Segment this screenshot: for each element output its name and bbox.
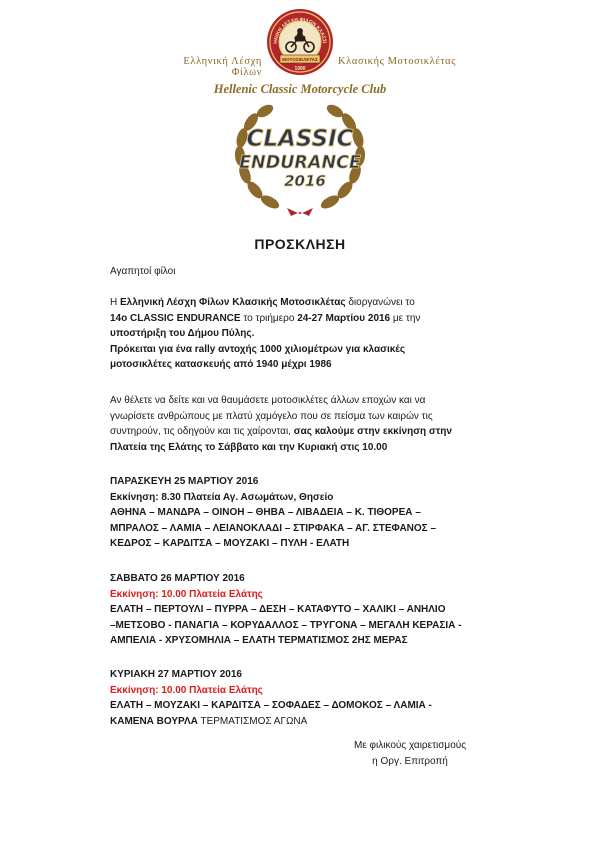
club-name-en: Hellenic Classic Motorcycle Club [213,82,387,96]
route-line: ΕΛΑΤΗ – ΜΟΥΖΑΚΙ – ΚΑΡΔΙΤΣΑ – ΣΟΦΑΔΕΣ – ΔΟΜΟΚΟΣ – ΛΑΜΙΑ - [110,700,432,711]
route-line: ΑΘΗΝΑ – ΜΑΝΔΡΑ – ΟΙΝΟΗ – ΘΗΒΑ – ΛΙΒΑΔΕΙΑ – Κ. ΤΙΘΟΡΕΑ – [110,507,421,518]
seal-ring-text: ΗΝΙΚΗ ΛΕΣΧΗ ΦΙΛΩΝ ΚΛΑΣΣΙ [272,16,328,45]
route-line: ΚΑΜΕΝΑ ΒΟΥΡΛΑ ΤΕΡΜΑΤΙΣΜΟΣ ΑΓΩΝΑ [110,715,308,727]
logo-line-endurance: ENDURANCE [239,153,361,173]
page-title: ΠΡΟΣΚΛΗΣΗ [254,236,346,252]
day-block-sunday [110,667,510,729]
route-line: –ΜΕΤΣΟΒΟ - ΠΑΝΑΓΙΑ – ΚΟΡΥΔΑΛΛΟΣ – ΤΡΥΓΟΝΑ – ΜΕΓΑΛΗ ΚΕΡΑΣΙΑ - [110,619,462,631]
day-start: Εκκίνηση: 8.30 Πλατεία Αγ. Ασωμάτων, Θησείο [110,491,334,503]
day-start: Εκκίνηση: 10.00 Πλατεία Ελάτης [110,684,263,696]
club-seal-logo [265,8,335,80]
intro-paragraph: Η Ελληνική Λέσχη Φίλων Κλασικής Μοτοσικλέτας διοργανώνει το 14ο CLASSIC ENDURANCE το τριήμερο 24-27 Μαρτίου 2016 με την υποστήριξη του Δήμου Πύλης. Πρόκειται για ένα rally αντοχής 1000 χιλιομέτρων για κλασικές μοτοσικλέτες κατασκευής από 1940 μέχρι 1986 [110,297,421,370]
route-line: ΕΛΑΤΗ – ΠΕΡΤΟΥΛΙ – ΠΥΡΡΑ – ΔΕΣΗ – ΚΑΤΑΦΥΤΟ – ΧΑΛΙΚΙ – ΑΝΗΛΙΟ [110,604,446,615]
invitation-paragraph: Αν θέλετε να δείτε και να θαυμάσετε μοτοσικλέτες άλλων εποχών και να γνωρίσετε ανθρώπους με πλατύ χαμόγελο που σε πείσμα των καιρών τις συντηρούν, τις οδηγούν και τις χαίρονται, σας καλούμε στην εκκίνηση στην Πλατεία της Ελάτης το Σάββατο και την Κυριακή στις 10.00 [110,395,452,453]
day-start: Εκκίνηση: 10.00 Πλατεία Ελάτης [110,588,263,600]
seal-year: 1990 [294,66,306,72]
day-heading: ΣΑΒΒΑΤΟ 26 ΜΑΡΤΙΟΥ 2016 [110,573,245,584]
seal-band-text: ΜΟΤΟΣΙΚΛΕΤΑΣ [282,57,318,62]
route-line: ΜΠΡΑΛΟΣ – ΛΑΜΙΑ – ΛΕΙΑΝΟΚΛΑΔΙ – ΣΤΙΡΦΑΚΑ – ΑΓ. ΣΤΕΦΑΝΟΣ – [110,522,437,534]
day-heading: ΚΥΡΙΑΚΗ 27 ΜΑΡΤΙΟΥ 2016 [110,669,242,680]
day-block-saturday [110,571,510,649]
day-block-friday [110,474,510,552]
route-line: ΚΕΔΡΟΣ – ΚΑΡΔΙΤΣΑ – ΜΟΥΖΑΚΙ – ΠΥΛΗ - ΕΛΑΤΗ [110,538,350,549]
classic-endurance-logo [225,104,375,218]
logo-year: 2016 [284,172,326,190]
club-name-gr-right: Κλασικής Μοτοσικλέτας [338,56,457,67]
closing-signature: Με φιλικούς χαιρετισμούς η Οργ. Επιτροπή [353,740,467,767]
club-name-gr-left: Ελληνική Λέσχη Φίλων [183,56,262,78]
logo-line-classic: CLASSIC [246,126,354,152]
greeting: Αγαπητοί φίλοι [110,266,176,277]
day-heading: ΠΑΡΑΣΚΕΥΗ 25 ΜΑΡΤΙΟΥ 2016 [110,476,259,487]
route-line: ΑΜΠΕΛΙΑ - ΧΡΥΣΟΜΗΛΙΑ – ΕΛΑΤΗ ΤΕΡΜΑΤΙΣΜΟΣ 2ΗΣ ΜΕΡΑΣ [110,635,408,646]
